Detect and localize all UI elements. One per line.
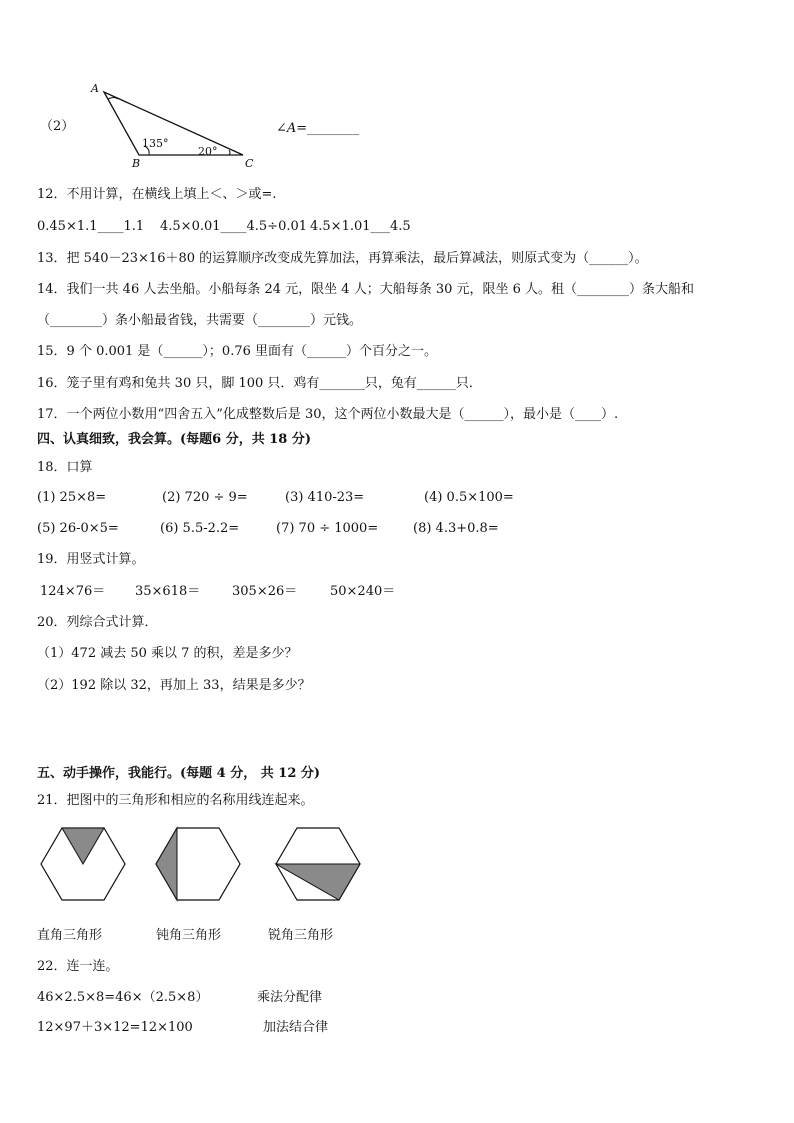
q22-right-item: 加法结合律 (263, 1020, 329, 1035)
q12-item: 4.5×0.01____4.5÷0.01 (160, 219, 308, 234)
q20-sub1: （1）472 减去 50 乘以 7 的积，差是多少？ (37, 646, 298, 661)
q18-item: (3) 410-23= (285, 490, 365, 505)
label-acute-triangle: 锐角三角形 (268, 928, 334, 943)
vertex-a-label: A (91, 82, 99, 95)
q22-title: 22．连一连。 (37, 959, 119, 974)
q19-item: 35×618＝ (135, 584, 201, 599)
q12-item: 0.45×1.1____1.1 (37, 219, 145, 234)
angle-a-answer: ∠A=________ (276, 121, 360, 136)
q22-left-item: 12×97＋3×12=12×100 (37, 1020, 193, 1035)
label-obtuse-triangle: 钝角三角形 (156, 928, 222, 943)
q13: 13．把 540－23×16＋80 的运算顺序改变成先算加法，再算乘法，最后算减法，则原式变为（______）。 (37, 251, 648, 266)
q19-item: 124×76＝ (40, 584, 106, 599)
q18-title: 18．口算 (37, 460, 93, 475)
q12-title: 12．不用计算，在横线上填上＜、＞或=. (37, 187, 277, 202)
q16: 16．笼子里有鸡和兔共 30 只，脚 100 只．鸡有_______只，兔有______只． (37, 376, 482, 391)
q18-item: (7) 70 ÷ 1000= (276, 521, 379, 536)
q18-item: (2) 720 ÷ 9= (162, 490, 248, 505)
q18-item: (1) 25×8= (37, 490, 107, 505)
obtuse-triangle (156, 828, 177, 900)
vertex-b-label: B (132, 157, 141, 170)
angle-c-label: 20° (198, 145, 218, 158)
triangle-figure (0, 0, 794, 180)
q18-item: (8) 4.3+0.8= (413, 521, 499, 536)
q19-item: 305×26＝ (232, 584, 298, 599)
q22-right-item: 乘法分配律 (257, 990, 323, 1005)
section-four-heading: 四、认真细致，我会算。(每题6 分，共 18 分) (37, 432, 312, 447)
q17: 17．一个两位小数用“四舍五入”化成整数后是 30，这个两位小数最大是（______），最小是（____）. (37, 407, 619, 422)
hexagon-figures (0, 820, 794, 940)
q15: 15．9 个 0.001 是（______）；0.76 里面有（______）个百分之一。 (37, 344, 438, 359)
angle-b-label: 135° (142, 137, 169, 150)
q18-item: (4) 0.5×100= (424, 490, 514, 505)
label-right-triangle: 直角三角形 (37, 928, 103, 943)
q21-title: 21．把图中的三角形和相应的名称用线连起来。 (37, 793, 314, 808)
vertex-c-label: C (245, 157, 254, 170)
q22-left-item: 46×2.5×8=46×（2.5×8） (37, 990, 209, 1005)
q19-item: 50×240＝ (330, 584, 396, 599)
q11-part-label: （2） (40, 119, 75, 134)
q14-line1: 14．我们一共 46 人去坐船。小船每条 24 元，限坐 4 人；大船每条 30 元，限坐 6 人。租（________）条大船和 (37, 282, 695, 297)
q20-title: 20．列综合式计算． (37, 615, 158, 630)
q19-title: 19．用竖式计算。 (37, 552, 145, 567)
q18-item: (6) 5.5-2.2= (160, 521, 240, 536)
q18-item: (5) 26-0×5= (37, 521, 119, 536)
q14-line2: （________）条小船最省钱，共需要（________）元钱。 (37, 313, 363, 328)
q12-item: 4.5×1.01___4.5 (310, 219, 411, 234)
section-five-heading: 五、动手操作，我能行。(每题 4 分， 共 12 分) (37, 766, 321, 781)
q20-sub2: （2）192 除以 32，再加上 33，结果是多少？ (37, 678, 311, 693)
